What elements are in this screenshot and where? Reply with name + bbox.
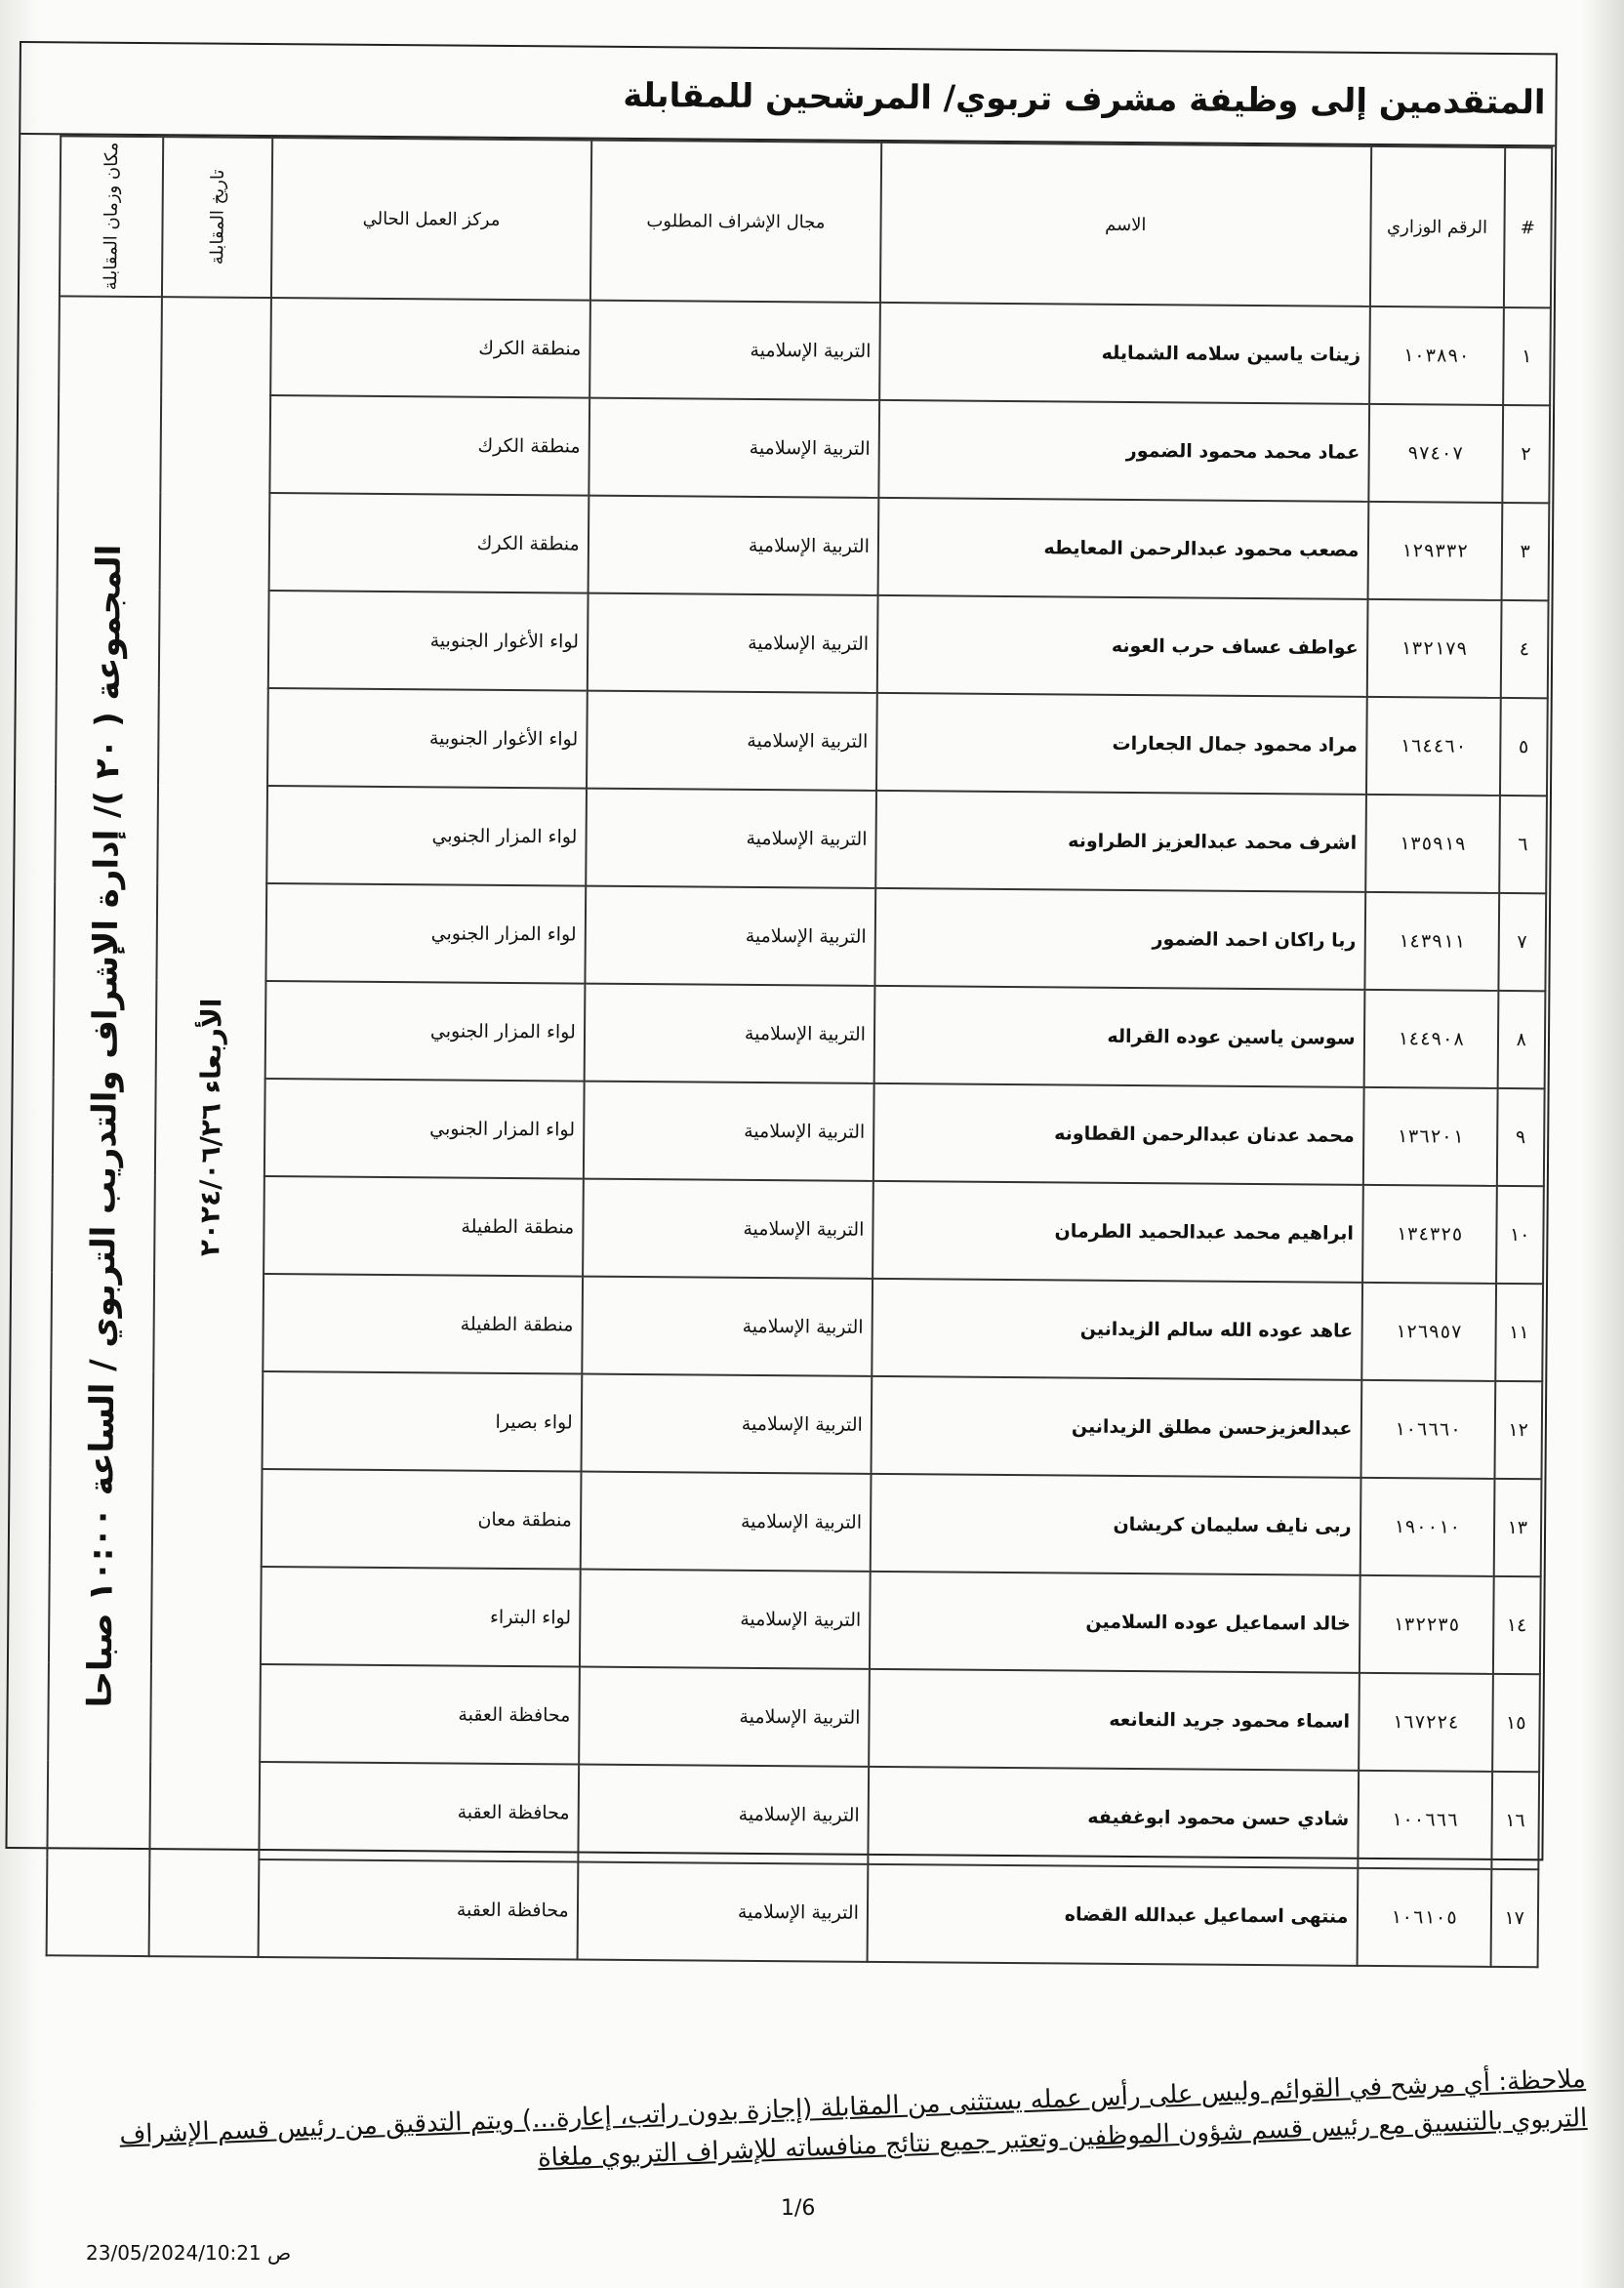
candidate-name: عماد محمد محمود الضمور: [878, 400, 1368, 502]
row-number: ٥: [1500, 698, 1548, 796]
table-row: [51, 1272, 1543, 1381]
row-number: ١: [1503, 307, 1551, 405]
candidates-table: [46, 135, 1554, 1968]
ministry-id: ١٠٠٦٦٦: [1358, 1771, 1492, 1869]
interview-place-cell: المجموعة ( ٢٠ )/ إدارة الإشراف والتدريب التربوي / الساعة ١٠:٠٠ صباحا: [47, 296, 163, 1956]
header-interview-date: تاريخ المقابلة: [162, 137, 272, 298]
candidate-name: محمد عدنان عبدالرحمن القطاونه: [873, 1083, 1363, 1185]
header-interview-place: مكان وزمان المقابلة: [60, 136, 164, 297]
ministry-id: ١٣٦٢٠١: [1362, 1087, 1497, 1186]
ministry-id: ١٦٧٢٢٤: [1359, 1673, 1493, 1772]
page-number: 1/6: [781, 2196, 816, 2221]
table-row: [54, 881, 1546, 991]
ministry-id: ١٠٦١٠٥: [1357, 1868, 1491, 1967]
ministry-id: ١٢٦٩٥٧: [1361, 1283, 1496, 1381]
table-row: [54, 979, 1546, 1088]
ministry-id: ١٤٣٩١١: [1364, 892, 1499, 991]
table-row: [50, 1467, 1542, 1576]
current-workplace: لواء البتراء: [261, 1567, 580, 1667]
current-workplace: لواء الأغوار الجنوبية: [268, 591, 588, 691]
supervision-field: التربية الإسلامية: [581, 1374, 872, 1474]
supervision-field: التربية الإسلامية: [589, 301, 880, 400]
current-workplace: منطقة الكرك: [270, 298, 589, 398]
ministry-id: ١٣٥٩١٩: [1365, 795, 1500, 893]
candidate-name: اسماء محمود جريد النعانعه: [869, 1669, 1359, 1771]
table-row: [58, 393, 1550, 503]
row-number: ١٤: [1492, 1576, 1540, 1674]
candidate-name: عواطف عساف حرب العونه: [877, 595, 1367, 697]
supervision-field: التربية الإسلامية: [588, 593, 878, 693]
candidate-name: زينات ياسين سلامه الشمايله: [879, 303, 1369, 404]
header-num: #: [1503, 147, 1552, 307]
table-row: [48, 1662, 1540, 1772]
current-workplace: لواء المزار الجنوبي: [266, 883, 586, 984]
row-number: ٢: [1502, 405, 1550, 503]
candidate-name: خالد اسماعيل عوده السلامين: [870, 1572, 1360, 1673]
current-workplace: منطقة الكرك: [269, 493, 589, 593]
ministry-id: ١٣٢٢٣٥: [1359, 1575, 1493, 1674]
current-workplace: منطقة الكرك: [269, 395, 589, 496]
header-name: الاسم: [880, 143, 1371, 306]
candidate-name: عبدالعزيزحسن مطلق الزيدانين: [871, 1376, 1360, 1478]
table-row: [47, 1858, 1539, 1967]
candidate-name: شادي حسن محمود ابوغفيفه: [868, 1767, 1358, 1868]
current-workplace: لواء المزار الجنوبي: [265, 981, 585, 1082]
candidate-name: منتهى اسماعيل عبدالله القضاه: [868, 1864, 1358, 1966]
table-row: [58, 491, 1550, 600]
supervision-field: التربية الإسلامية: [589, 398, 879, 498]
ministry-id: ١٢٩٣٣٢: [1367, 502, 1502, 600]
interview-date-cell: الأربعاء ٢٠٢٤/٠٦/٢٦: [149, 297, 271, 1957]
current-workplace: محافظة العقبة: [259, 1859, 578, 1960]
table-row: [57, 589, 1549, 698]
supervision-field: التربية الإسلامية: [588, 496, 878, 595]
candidate-name: ربى نايف سليمان كريشان: [871, 1474, 1360, 1575]
row-number: ١٧: [1490, 1869, 1538, 1967]
row-number: ١٢: [1494, 1381, 1542, 1479]
ministry-id: ١٩٠٠١٠: [1360, 1478, 1494, 1576]
header-ministry-id: الرقم الوزاري: [1369, 146, 1504, 307]
current-workplace: منطقة الطفيلة: [263, 1274, 582, 1374]
ministry-id: ١٣٢١٧٩: [1366, 599, 1501, 698]
current-workplace: محافظة العقبة: [260, 1762, 579, 1862]
row-number: ٦: [1499, 796, 1547, 893]
supervision-field: التربية الإسلامية: [582, 1277, 873, 1376]
candidate-name: اشرف محمد عبدالعزيز الطراونه: [875, 791, 1365, 892]
supervision-field: التربية الإسلامية: [587, 691, 877, 791]
supervision-field: التربية الإسلامية: [586, 789, 876, 888]
header-current-workplace: مركز العمل الحالي: [271, 138, 591, 301]
row-number: ٩: [1496, 1088, 1544, 1186]
ministry-id: ١٤٤٩٠٨: [1363, 990, 1498, 1088]
supervision-field: التربية الإسلامية: [578, 1765, 869, 1864]
page-title: المتقدمين إلى وظيفة مشرف تربوي/ المرشحين للمقابلة: [623, 75, 1546, 123]
table-row: [53, 1077, 1545, 1186]
table-row: [52, 1174, 1544, 1284]
row-number: ١٣: [1493, 1479, 1541, 1576]
supervision-field: التربية الإسلامية: [584, 1082, 874, 1181]
current-workplace: لواء المزار الجنوبي: [264, 1079, 584, 1179]
candidate-name: مراد محمود جمال الجعارات: [876, 693, 1366, 795]
table-row: [49, 1565, 1541, 1674]
candidate-name: ابراهيم محمد عبدالحميد الطرمان: [873, 1181, 1362, 1283]
ministry-id: ١٦٤٤٦٠: [1366, 697, 1501, 796]
table-row: [51, 1369, 1543, 1479]
row-number: ١٥: [1492, 1674, 1540, 1772]
current-workplace: لواء الأغوار الجنوبية: [267, 688, 587, 789]
row-number: ٧: [1498, 893, 1546, 991]
ministry-id: ١٠٣٨٩٠: [1369, 306, 1504, 405]
table-row: [56, 686, 1548, 796]
current-workplace: منطقة معان: [262, 1469, 581, 1570]
document-frame: [5, 41, 1557, 1930]
ministry-id: ٩٧٤٠٧: [1368, 404, 1503, 503]
supervision-field: التربية الإسلامية: [584, 984, 874, 1083]
supervision-field: التربية الإسلامية: [580, 1570, 871, 1669]
supervision-field: التربية الإسلامية: [581, 1472, 872, 1572]
table-row: [55, 784, 1547, 893]
row-number: ١١: [1495, 1284, 1543, 1381]
supervision-field: التربية الإسلامية: [585, 886, 875, 986]
supervision-field: التربية الإسلامية: [577, 1862, 868, 1962]
candidate-name: سوسن ياسين عوده القراله: [874, 986, 1364, 1087]
current-workplace: لواء بصيرا: [263, 1371, 582, 1472]
row-number: ٤: [1500, 600, 1548, 698]
row-number: ١٦: [1491, 1772, 1539, 1869]
footnote: ملاحظة: أي مرشح في القوائم وليس على رأس عمله يستثنى من المقابلة (إجازة بدون راتب، إعارة...) ويتم التدقيق من رئيس قسم الإشراف التربوي بالتنسيق مع رئيس قسم شؤون الموظفين وتعتبر جميع نتائج منافساته للإشراف التربوي ملغاة: [118, 2063, 1588, 2174]
row-number: ٨: [1497, 991, 1545, 1088]
current-workplace: محافظة العقبة: [260, 1664, 579, 1765]
candidate-name: عاهد عوده الله سالم الزيدانين: [872, 1279, 1361, 1380]
current-workplace: منطقة الطفيلة: [264, 1176, 583, 1277]
ministry-id: ١٣٤٣٢٥: [1362, 1185, 1497, 1284]
row-number: ٣: [1501, 503, 1549, 600]
current-workplace: لواء المزار الجنوبي: [266, 786, 586, 886]
candidate-name: مصعب محمود عبدالرحمن المعايطه: [878, 498, 1368, 599]
table-header-row: [60, 136, 1552, 307]
ministry-id: ١٠٦٦٦٠: [1360, 1380, 1495, 1479]
candidate-name: ربا راكان احمد الضمور: [874, 888, 1364, 990]
print-timestamp: 23/05/2024/10:21 ص: [86, 2241, 292, 2265]
supervision-field: التربية الإسلامية: [583, 1179, 873, 1279]
supervision-field: التربية الإسلامية: [579, 1667, 870, 1767]
table-row: [47, 1760, 1539, 1869]
table-row: [59, 296, 1551, 405]
row-number: ١٠: [1496, 1186, 1544, 1284]
header-supervision-field: مجال الإشراف المطلوب: [590, 141, 881, 303]
